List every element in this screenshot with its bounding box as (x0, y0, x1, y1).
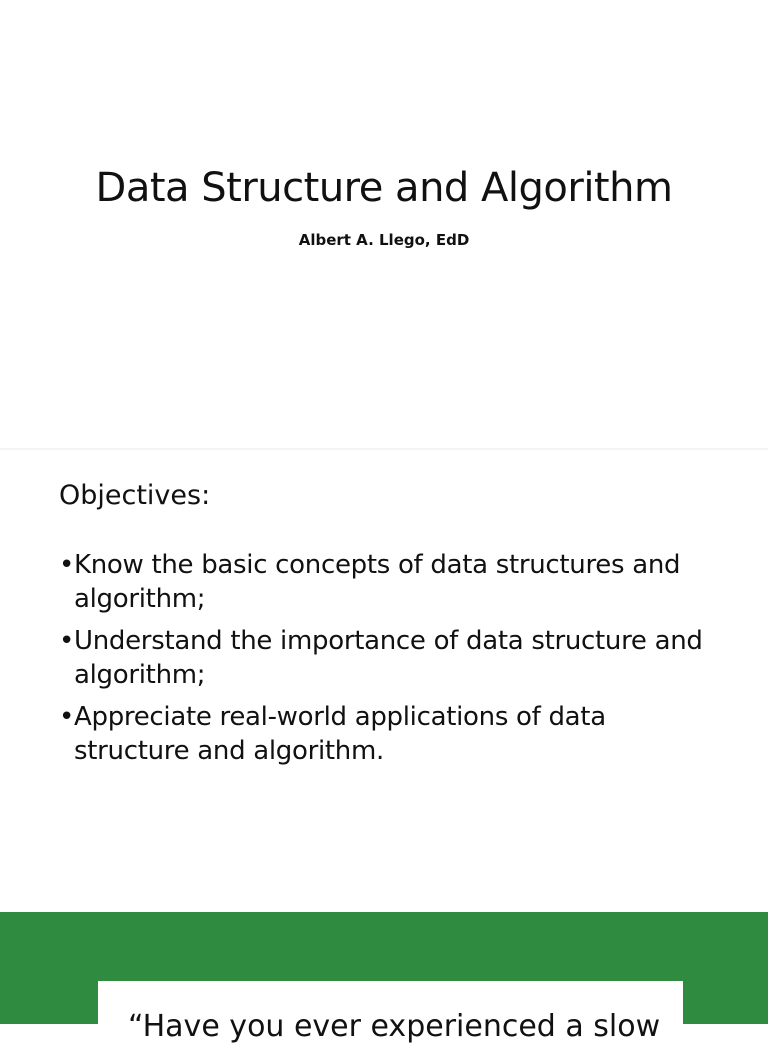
slide-author: Albert A. Llego, EdD (298, 231, 470, 249)
title-slide (0, 0, 768, 448)
objectives-heading: Objectives: (59, 480, 211, 511)
bullet-icon: • (59, 550, 75, 580)
objective-text: Know the basic concepts of data structures and algorithm; (74, 550, 681, 614)
objective-item (59, 548, 719, 616)
bullet-icon: • (59, 626, 75, 656)
objectives-list (59, 548, 719, 776)
objectives-slide (0, 450, 768, 912)
quote-text: “Have you ever experienced a slow (128, 1009, 661, 1044)
bullet-icon: • (59, 702, 75, 732)
slide-title: Data Structure and Algorithm (95, 165, 673, 211)
objective-item (59, 624, 719, 692)
objective-item (59, 700, 719, 768)
quote-card (98, 981, 683, 1061)
objective-text: Understand the importance of data structure and algorithm; (74, 626, 703, 690)
objective-text: Appreciate real-world applications of data structure and algorithm. (74, 702, 606, 766)
quote-slide (0, 912, 768, 1044)
